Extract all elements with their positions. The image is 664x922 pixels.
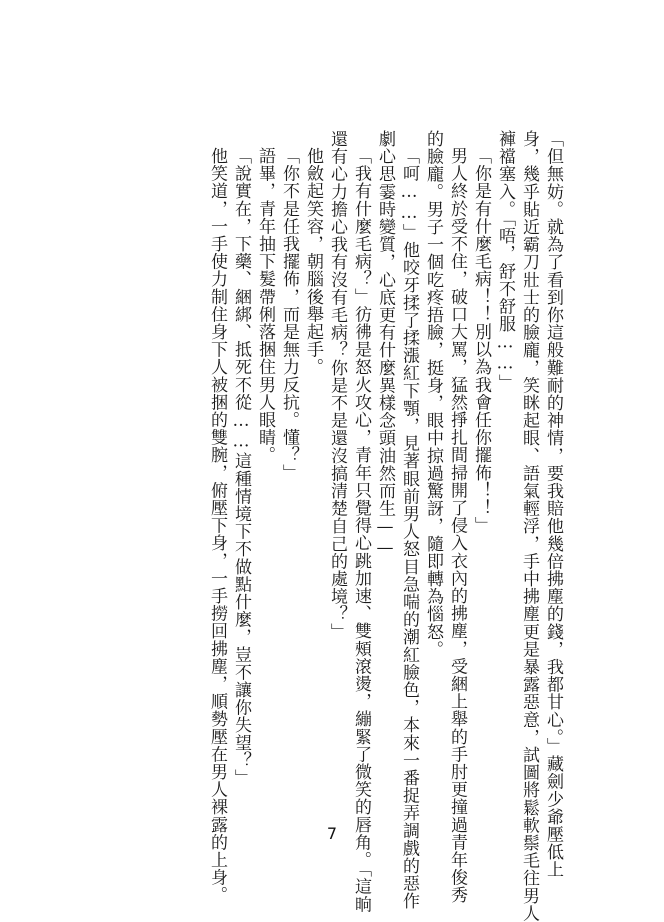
text-column: 的臉龐。男子一個吃疼捂臉，挺身，眼中掠過驚訝，隨即轉為惱怒。 xyxy=(423,130,443,658)
text-column: 「說實在，下藥、綑綁、抵死不從……這種情境下不做點什麼，豈不讓你失望？」 xyxy=(231,147,251,787)
text-column: 褲襠塞入。「唔，舒不舒服……」 xyxy=(495,130,515,392)
text-column: 「呵……」他咬牙揉了揉漲紅下顎，見著眼前男人怒目急喘的潮紅臉色，本來一番捉弄調戲的惡作 xyxy=(399,147,419,910)
text-column: 還有心力擔心我有沒有毛病？你是不是還沒搞清楚自己的處境？」 xyxy=(327,130,347,641)
text-column: 語畢，青年抽下髮帶俐落捆住男人眼睛。 xyxy=(255,147,275,464)
text-column: 「你不是任我擺佈，而是無力反抗。懂？」 xyxy=(279,147,299,482)
text-column: 「我有什麼毛病？」彷彿是怒火攻心，青年只覺得心跳加速、雙頰滾燙，繃緊了微笑的唇角。「這晌 xyxy=(351,147,371,913)
text-column: 他斂起笑容，朝腦後舉起手。 xyxy=(303,147,323,376)
text-column: 男人終於受不住，破口大罵，猛然掙扎間掃開了侵入衣內的拂塵，受綑上舉的手肘更撞過青年俊秀 xyxy=(447,147,467,904)
text-column: 劇心思霎時變質，心底更有什麼異樣念頭油然而生—— xyxy=(375,130,395,559)
text-column: 他笑道，一手使力制住身下人被捆的雙腕，俯壓下身，一手撈回拂塵，順勢壓在男人裸露的上身。 xyxy=(207,147,227,904)
page-number: 7 xyxy=(326,824,338,843)
text-column: 身，幾乎貼近霸刀壯士的臉龐，笑眯起眼、語氣輕浮，手中拂塵更是暴露惡意，試圖將鬆軟鬃毛往男人 xyxy=(519,130,539,922)
text-column: 「但無妨。就為了看到你這般難耐的神情，要我賠他幾倍拂塵的錢，我都甘心。」藏劍少爺壓低上 xyxy=(543,130,563,879)
text-column: 「你是有什麼毛病！！別以為我會任你擺佈！！」 xyxy=(471,147,491,535)
vertical-text-block xyxy=(205,130,564,922)
